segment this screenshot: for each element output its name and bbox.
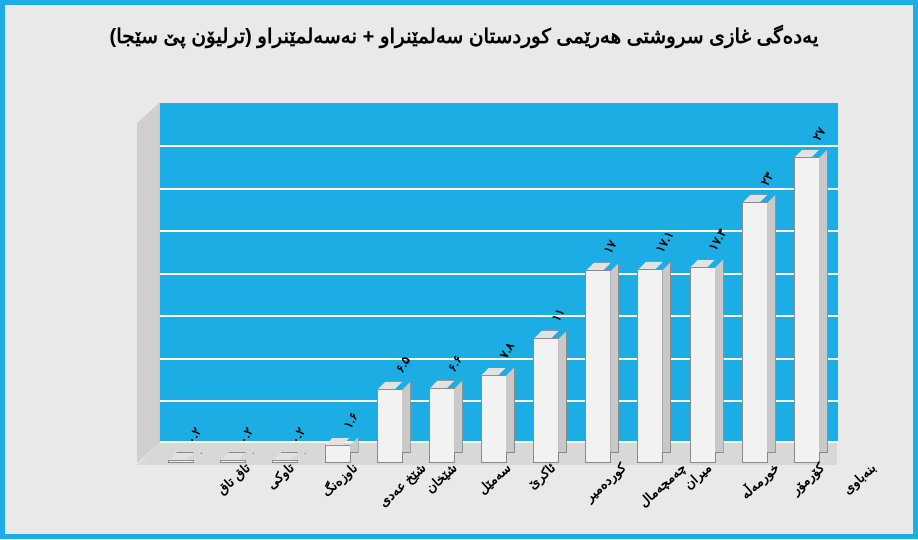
bar-side-face	[506, 367, 515, 453]
bar-value-label: ۰.۲	[183, 424, 205, 446]
category-label: تاوکی	[264, 460, 298, 492]
bar-top-face	[742, 194, 768, 203]
bar-value-label: ۰.۲	[288, 424, 309, 446]
bar-top-face	[429, 380, 455, 389]
bar-value-label: ۲۷	[809, 124, 829, 143]
bar-group	[272, 123, 309, 463]
bar-value-label: ۲۳	[757, 170, 777, 189]
category-label: خورمەڵە	[737, 460, 782, 502]
category-label: بنەباوی	[839, 460, 879, 497]
bar-value-label: ۰.۲	[236, 424, 257, 446]
bar-side-face	[715, 259, 724, 453]
category-label: کوردەمیر	[581, 460, 630, 505]
plot-left-wall	[137, 103, 159, 463]
category-label: کۆرمۆر	[787, 460, 827, 498]
bar-top-face	[690, 259, 716, 268]
bar-side-face	[402, 381, 411, 453]
bar[interactable]	[533, 338, 559, 463]
bar-group	[637, 123, 677, 463]
bar-value-label: ۷.۸	[496, 339, 518, 361]
plot-area	[137, 103, 837, 463]
chart-title: یەدەگی غازی سروشتی هەرێمی کوردستان سەلمێنراو + نەسەلمێنراو (ترلیۆن پێ سێجا)	[109, 26, 819, 48]
bar-top-face	[533, 330, 559, 339]
bar-top-face	[585, 262, 611, 271]
bar-side-face	[610, 262, 619, 453]
bar[interactable]	[481, 375, 507, 463]
category-label: ناوزەنگ	[319, 460, 361, 500]
bar-value-label: ۶.۶	[444, 353, 465, 375]
bar-side-face	[662, 261, 671, 453]
bar-value-label: ۱.۶	[340, 409, 361, 431]
category-label: تاق تاق	[214, 460, 254, 498]
category-label: میران	[681, 460, 715, 493]
bar-top-face	[637, 261, 663, 270]
category-label: ئاکرێ	[524, 460, 559, 492]
bar[interactable]	[429, 388, 455, 463]
bar-group	[481, 123, 518, 463]
bar[interactable]	[742, 202, 768, 463]
bar-top-face	[481, 367, 507, 376]
bar[interactable]	[377, 389, 403, 463]
bar-top-face	[377, 381, 403, 390]
bar-group	[585, 123, 620, 463]
bar-top-face	[325, 437, 351, 446]
bar-value-label: ۱۷.۳	[705, 226, 729, 253]
bar[interactable]	[794, 157, 820, 463]
category-label: سەمێل	[474, 460, 514, 497]
bar[interactable]	[637, 269, 663, 463]
bar-group	[168, 123, 205, 463]
bar-value-label: ۱۷.۱	[653, 228, 677, 256]
category-label: شێخ عەدی	[375, 460, 429, 510]
bar-value-label: ۱۱	[549, 306, 568, 325]
bar-group	[794, 123, 829, 463]
bar-group	[325, 123, 361, 463]
bar[interactable]	[585, 270, 611, 463]
bar-group	[690, 123, 729, 463]
bar[interactable]	[690, 267, 716, 463]
bar-group	[220, 123, 257, 463]
category-axis	[137, 460, 879, 540]
bar-value-label: ۶.۵	[392, 354, 413, 376]
bar-side-face	[454, 380, 463, 453]
bar-top-face	[794, 149, 820, 158]
bar-group	[742, 123, 777, 463]
bar-side-face	[767, 194, 776, 453]
bar-side-face	[558, 330, 567, 453]
bar-group	[429, 123, 465, 463]
category-label: شێخان	[422, 460, 460, 496]
bar-group	[377, 123, 413, 463]
category-label: چەمچەمال	[636, 460, 690, 510]
bar-group	[533, 123, 568, 463]
bar-value-label: ۱۷	[601, 238, 620, 257]
bar-side-face	[819, 149, 828, 453]
